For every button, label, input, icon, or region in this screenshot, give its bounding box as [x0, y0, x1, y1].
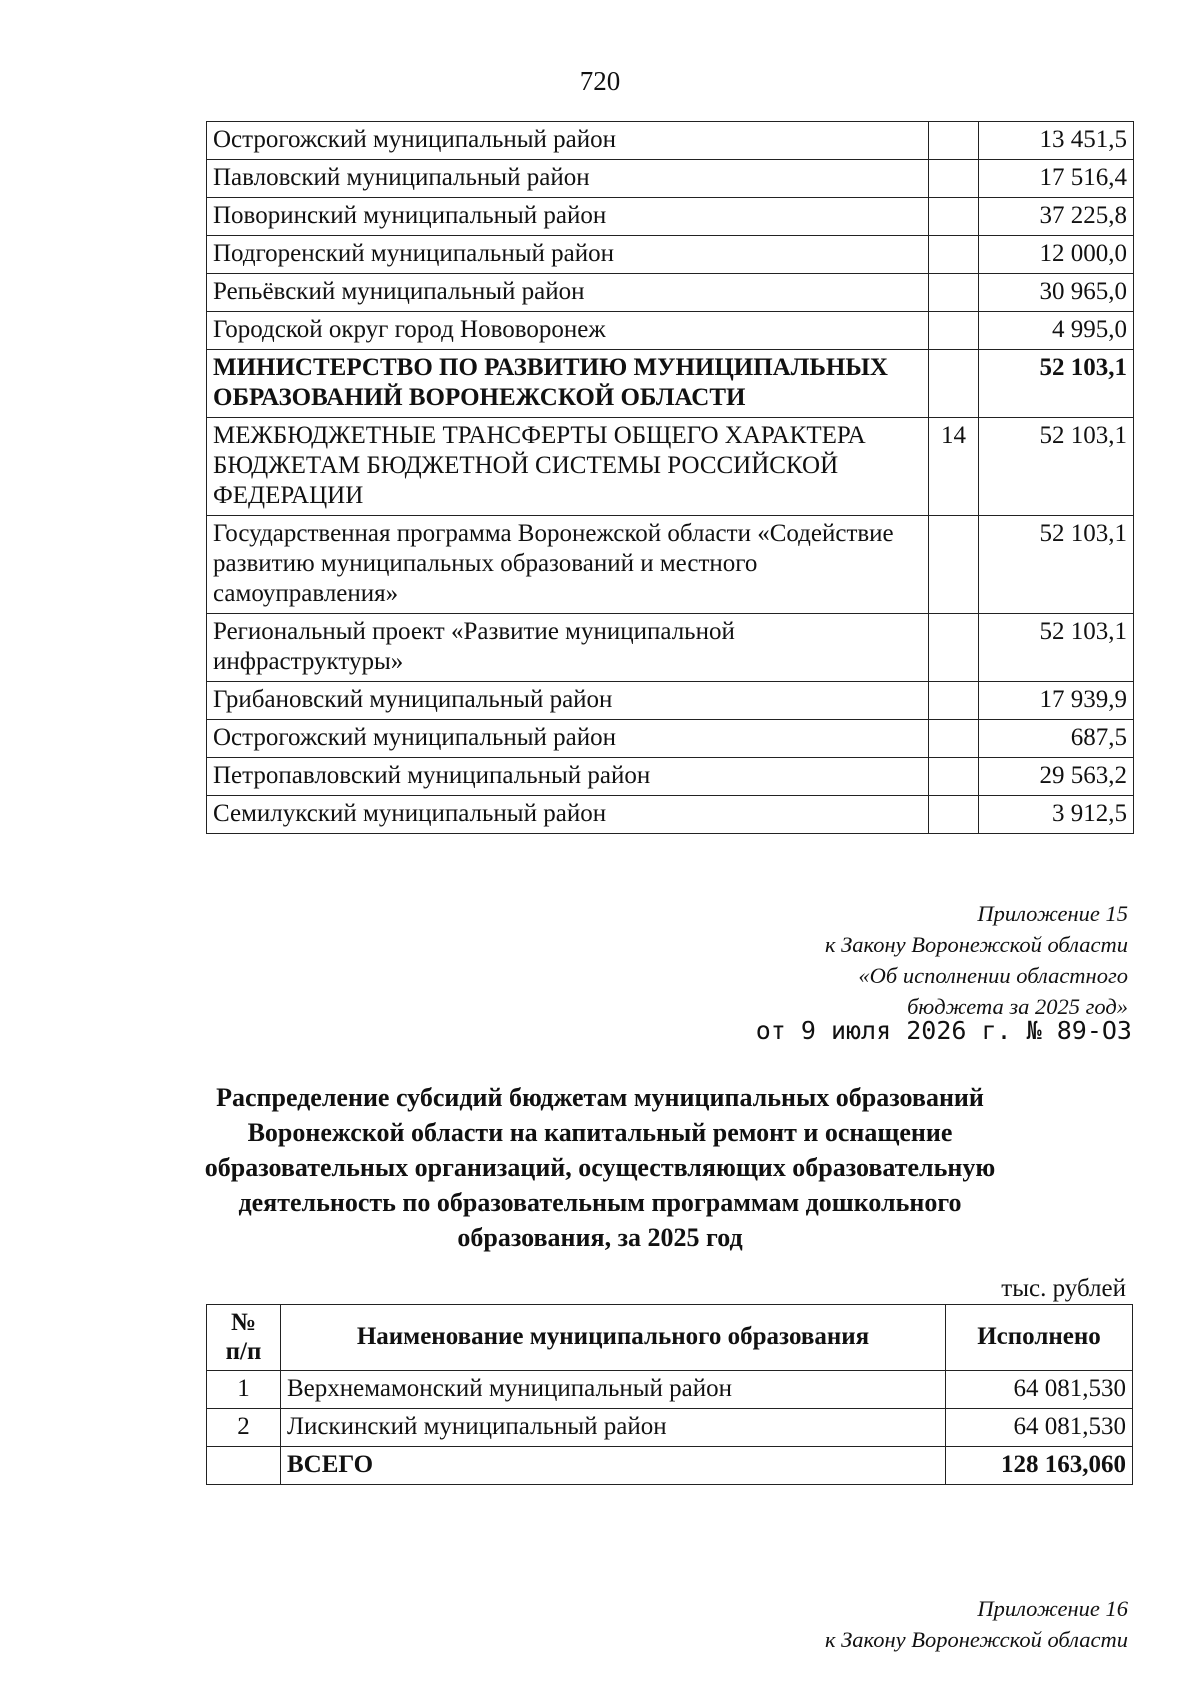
- header-executed: Исполнено: [946, 1305, 1133, 1371]
- document-title: Распределение субсидий бюджетам муниципальных образований Воронежской области на капитальный ремонт и оснащение образовательных организаций, осуществляющих образовательную деятельность по образовательным программам дошкольного образования, за 2025 год: [204, 1083, 996, 1252]
- row-code: [929, 312, 979, 350]
- row-value: 12 000,0: [979, 236, 1134, 274]
- row-code: [929, 350, 979, 418]
- appendix-line: бюджета за 2025 год»: [907, 994, 1128, 1019]
- row-code: [929, 682, 979, 720]
- table-row: [207, 122, 1134, 160]
- appendix-line: Приложение 16: [977, 1596, 1128, 1621]
- row-name: Подгоренский муниципальный район: [207, 236, 929, 274]
- subsidy-table: [206, 1304, 1133, 1485]
- table-row: [207, 274, 1134, 312]
- total-row: [207, 1447, 1133, 1485]
- row-code: [929, 758, 979, 796]
- units-label: тыс. рублей: [1001, 1275, 1126, 1302]
- row-name: МИНИСТЕРСТВО ПО РАЗВИТИЮ МУНИЦИПАЛЬНЫХ ОБРАЗОВАНИЙ ВОРОНЕЖСКОЙ ОБЛАСТИ: [207, 350, 929, 418]
- table-row: [207, 720, 1134, 758]
- budget-table-continuation: [206, 121, 1134, 834]
- header-number-line2: п/п: [225, 1338, 262, 1365]
- row-name: Острогожский муниципальный район: [207, 122, 929, 160]
- appendix-15-caption: [825, 898, 1128, 1022]
- row-value: 687,5: [979, 720, 1134, 758]
- table-row: [207, 418, 1134, 516]
- row-value: 13 451,5: [979, 122, 1134, 160]
- row-code: 14: [929, 418, 979, 516]
- table-row: [207, 236, 1134, 274]
- row-code: [929, 796, 979, 834]
- row-name: Грибановский муниципальный район: [207, 682, 929, 720]
- table-row: [207, 350, 1134, 418]
- total-label: ВСЕГО: [281, 1447, 946, 1485]
- table-row: [207, 312, 1134, 350]
- row-value: 30 965,0: [979, 274, 1134, 312]
- row-code: [929, 122, 979, 160]
- row-name: Региональный проект «Развитие муниципальной инфраструктуры»: [207, 614, 929, 682]
- table-header-row: [207, 1305, 1133, 1371]
- row-name: Острогожский муниципальный район: [207, 720, 929, 758]
- row-code: [929, 274, 979, 312]
- table-row: [207, 796, 1134, 834]
- row-executed: 64 081,530: [946, 1409, 1133, 1447]
- row-value: 52 103,1: [979, 516, 1134, 614]
- appendix-line: к Закону Воронежской области: [825, 932, 1128, 957]
- table-row: [207, 682, 1134, 720]
- row-value: 17 516,4: [979, 160, 1134, 198]
- table-row: [207, 1409, 1133, 1447]
- appendix-line: Приложение 15: [977, 901, 1128, 926]
- row-executed: 64 081,530: [946, 1371, 1133, 1409]
- row-name: Лискинский муниципальный район: [281, 1409, 946, 1447]
- law-reference: от 9 июля 2026 г. № 89-ОЗ: [755, 1016, 1132, 1045]
- row-name: Городской округ город Нововоронеж: [207, 312, 929, 350]
- row-value: 37 225,8: [979, 198, 1134, 236]
- row-value: 52 103,1: [979, 350, 1134, 418]
- row-value: 52 103,1: [979, 614, 1134, 682]
- table-row: [207, 516, 1134, 614]
- row-name: МЕЖБЮДЖЕТНЫЕ ТРАНСФЕРТЫ ОБЩЕГО ХАРАКТЕРА БЮДЖЕТАМ БЮДЖЕТНОЙ СИСТЕМЫ РОССИЙСКОЙ ФЕДЕРАЦИИ: [207, 418, 929, 516]
- row-value: 4 995,0: [979, 312, 1134, 350]
- row-name: Государственная программа Воронежской области «Содействие развитию муниципальных образований и местного самоуправления»: [207, 516, 929, 614]
- table-row: [207, 198, 1134, 236]
- row-name: Поворинский муниципальный район: [207, 198, 929, 236]
- row-code: [929, 198, 979, 236]
- table-row: [207, 1371, 1133, 1409]
- row-name: Семилукский муниципальный район: [207, 796, 929, 834]
- appendix-line: к Закону Воронежской области: [825, 1627, 1128, 1652]
- total-number-cell: [207, 1447, 281, 1485]
- table-row: [207, 758, 1134, 796]
- header-name: Наименование муниципального образования: [281, 1305, 946, 1371]
- appendix-line: «Об исполнении областного: [858, 963, 1128, 988]
- header-number: [207, 1305, 281, 1371]
- header-number-line1: №: [230, 1309, 257, 1336]
- row-value: 52 103,1: [979, 418, 1134, 516]
- appendix-16-caption: [825, 1593, 1128, 1655]
- row-code: [929, 720, 979, 758]
- row-name: Репьёвский муниципальный район: [207, 274, 929, 312]
- total-executed: 128 163,060: [946, 1447, 1133, 1485]
- page-number: 720: [579, 66, 621, 96]
- table-row: [207, 614, 1134, 682]
- row-value: 29 563,2: [979, 758, 1134, 796]
- table-row: [207, 160, 1134, 198]
- row-number: 1: [207, 1371, 281, 1409]
- row-code: [929, 516, 979, 614]
- row-code: [929, 160, 979, 198]
- row-number: 2: [207, 1409, 281, 1447]
- row-value: 3 912,5: [979, 796, 1134, 834]
- row-value: 17 939,9: [979, 682, 1134, 720]
- row-code: [929, 236, 979, 274]
- row-name: Павловский муниципальный район: [207, 160, 929, 198]
- row-code: [929, 614, 979, 682]
- row-name: Верхнемамонский муниципальный район: [281, 1371, 946, 1409]
- row-name: Петропавловский муниципальный район: [207, 758, 929, 796]
